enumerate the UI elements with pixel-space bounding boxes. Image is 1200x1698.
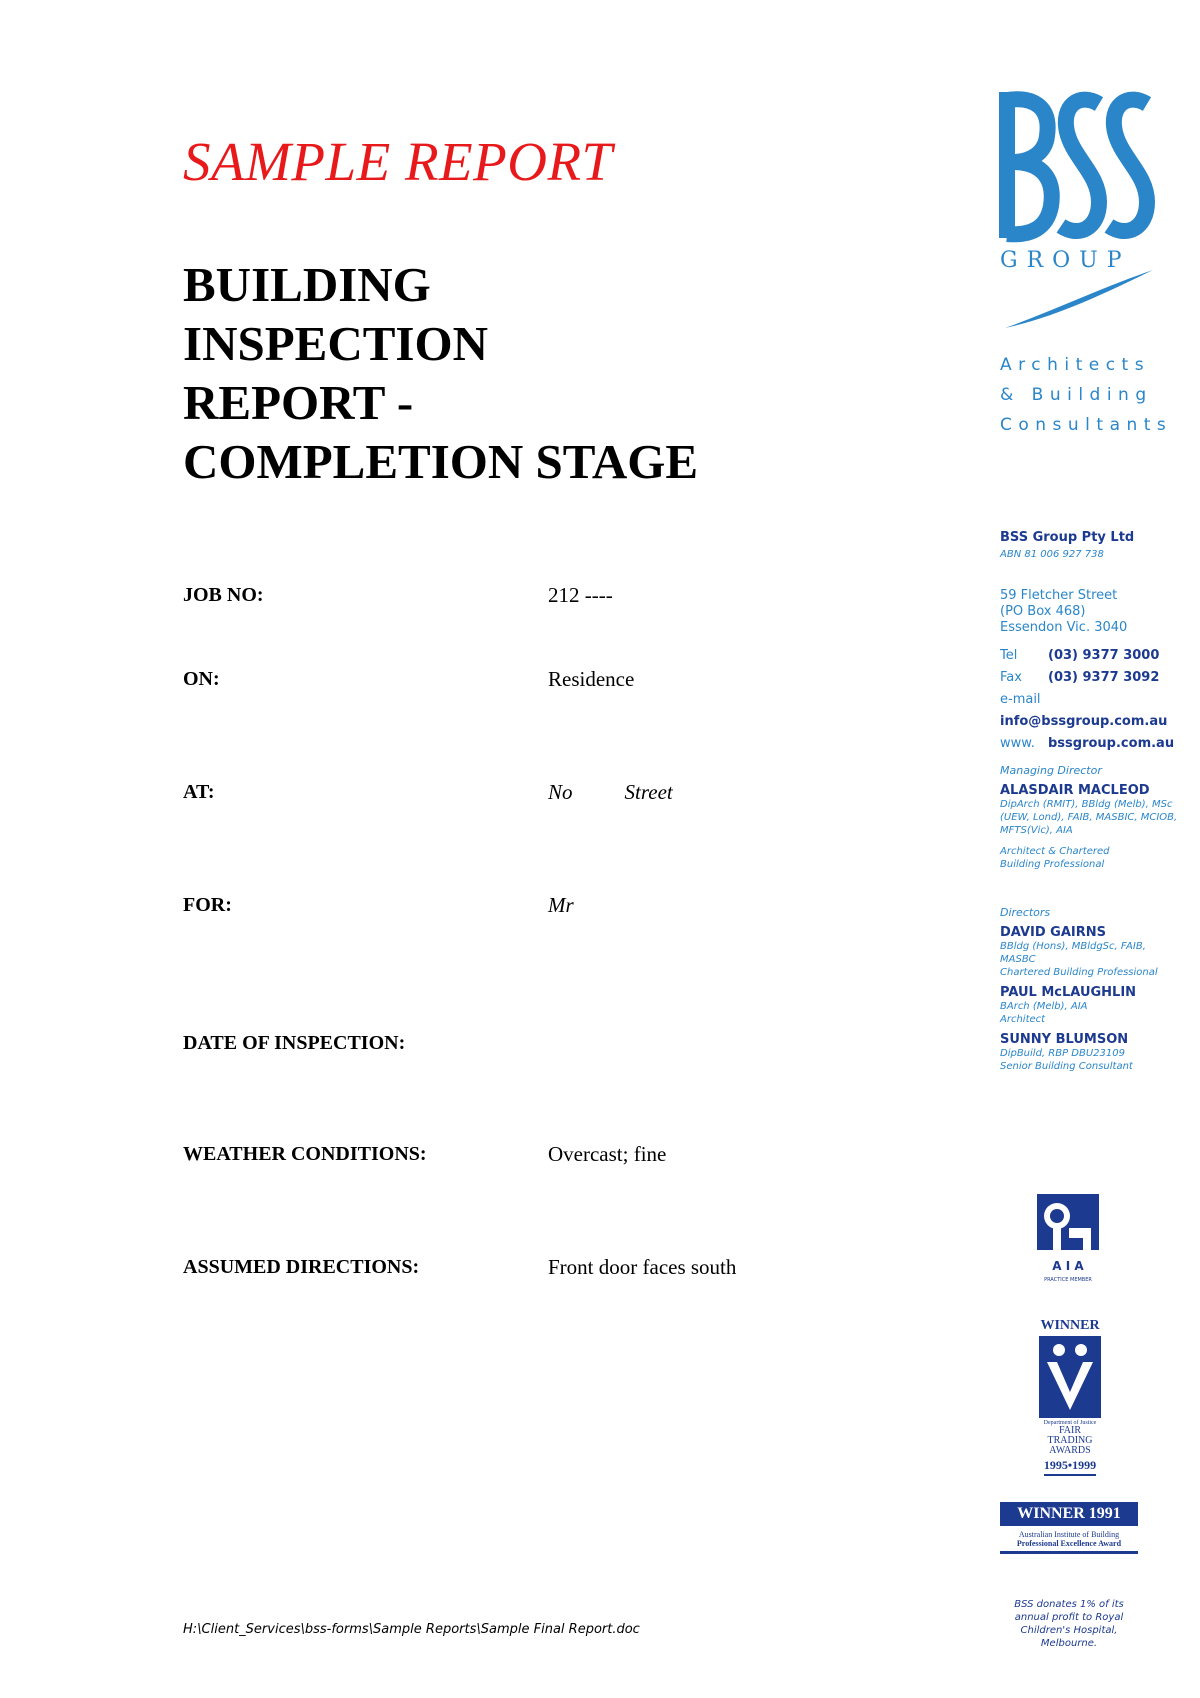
contact-key: www. — [1000, 736, 1035, 751]
for-value: Mr — [548, 893, 574, 917]
date-of-inspection-label: DATE OF INSPECTION: — [183, 1032, 406, 1054]
aib-divider — [1000, 1551, 1138, 1554]
award-dept: Department of Justice — [1043, 1420, 1097, 1426]
tagline-line: Architects — [1000, 355, 1151, 375]
aib-award — [1000, 1502, 1138, 1554]
title-line: BUILDING — [183, 257, 431, 312]
award-name-line: AWARDS — [1049, 1445, 1091, 1456]
person-role: Senior Building Consultant — [1000, 1061, 1133, 1072]
company-name: BSS Group Pty Ltd — [1000, 530, 1135, 545]
contact-tel — [1000, 645, 1200, 667]
person-role: Chartered Building Professional — [1000, 967, 1158, 978]
title-line: REPORT - — [183, 375, 414, 430]
person-role: Architect & Chartered Building Professional — [1000, 846, 1110, 870]
contact-web — [1000, 733, 1200, 755]
aia-emblem-icon — [1033, 1188, 1103, 1288]
firm-tagline — [1000, 350, 1172, 440]
contact-value: info@bssgroup.com.au — [1000, 714, 1168, 729]
contact-key: e-mail — [1000, 692, 1041, 707]
assumed-directions-value: Front door faces south — [548, 1255, 737, 1279]
contact-key: Fax — [1000, 670, 1022, 685]
directors-heading: Directors — [1000, 906, 1051, 919]
weather-conditions-label: WEATHER CONDITIONS: — [183, 1143, 427, 1165]
at-value — [548, 780, 673, 805]
bss-logo — [995, 88, 1155, 348]
person-qualifications: BArch (Melb), AIA — [1000, 1001, 1088, 1012]
person-name: PAUL McLAUGHLIN — [1000, 985, 1137, 1000]
company-abn: ABN 81 006 927 738 — [1000, 549, 1104, 560]
person-name: ALASDAIR MACLEOD — [1000, 783, 1150, 798]
contact-email — [1000, 689, 1200, 733]
award-winner-label: WINNER — [1040, 1318, 1100, 1333]
title-line: INSPECTION — [183, 316, 488, 371]
award-years: 1995•1999 — [1044, 1458, 1096, 1476]
tagline-line: & Building — [1000, 385, 1153, 405]
person-name: SUNNY BLUMSON — [1000, 1032, 1129, 1047]
job-no-label: JOB NO: — [183, 584, 264, 606]
award-name-line: TRADING — [1047, 1435, 1093, 1446]
managing-director-heading: Managing Director — [1000, 764, 1102, 777]
address-line: 59 Fletcher Street — [1000, 588, 1118, 603]
donation-note: BSS donates 1% of its annual profit to Royal Children's Hospital, Melbourne. — [1014, 1599, 1124, 1649]
aib-winner-label: WINNER 1991 — [1000, 1502, 1138, 1526]
company-address — [1000, 588, 1127, 636]
award-name-line: FAIR — [1058, 1425, 1082, 1436]
on-label: ON: — [183, 668, 220, 690]
tagline-line: Consultants — [1000, 415, 1173, 435]
aia-label: A I A — [1052, 1259, 1084, 1273]
fair-trading-award — [1030, 1318, 1110, 1476]
contact-fax — [1000, 667, 1200, 689]
address-line: (PO Box 468) — [1000, 604, 1086, 619]
person-name: DAVID GAIRNS — [1000, 925, 1107, 940]
title-line: COMPLETION STAGE — [183, 434, 699, 489]
at-label: AT: — [183, 781, 215, 803]
report-title — [183, 255, 698, 491]
contact-list — [1000, 645, 1200, 755]
on-value: Residence — [548, 667, 635, 691]
award-emblem-icon — [1039, 1336, 1101, 1418]
contact-value: (03) 9377 3000 — [1048, 648, 1160, 663]
managing-director-block — [1000, 764, 1190, 871]
contact-key: Tel — [1000, 648, 1018, 663]
aia-sub-label: PRACTICE MEMBER — [1044, 1277, 1092, 1283]
at-number: No — [548, 780, 573, 804]
contact-value: (03) 9377 3092 — [1048, 670, 1160, 685]
person-qualifications: DipBuild, RBP DBU23109 — [1000, 1048, 1125, 1059]
logo-group-text: GROUP — [1000, 248, 1131, 273]
job-no-value: 212 ---- — [548, 583, 613, 607]
person-role: Architect — [1000, 1014, 1046, 1025]
address-line: Essendon Vic. 3040 — [1000, 620, 1128, 635]
sample-report-label: SAMPLE REPORT — [183, 131, 613, 192]
contact-value: bssgroup.com.au — [1048, 736, 1175, 751]
directors-block — [1000, 906, 1190, 1073]
weather-conditions-value: Overcast; fine — [548, 1142, 667, 1166]
file-path-footer: H:\Client_Services\bss-forms\Sample Reports\Sample Final Report.doc — [183, 1622, 640, 1637]
aib-line: Australian Institute of Building — [1018, 1530, 1120, 1539]
aib-line: Professional Excellence Award — [1016, 1539, 1122, 1548]
person-qualifications: DipArch (RMIT), BBldg (Melb), MSc (UEW, Lond), FAIB, MASBIC, MCIOB, MFTS(Vic), AIA — [1000, 799, 1178, 836]
for-label: FOR: — [183, 894, 232, 916]
person-qualifications: BBldg (Hons), MBldgSc, FAIB, MASBC — [1000, 941, 1146, 965]
assumed-directions-label: ASSUMED DIRECTIONS: — [183, 1256, 420, 1278]
at-street: Street — [624, 780, 673, 804]
